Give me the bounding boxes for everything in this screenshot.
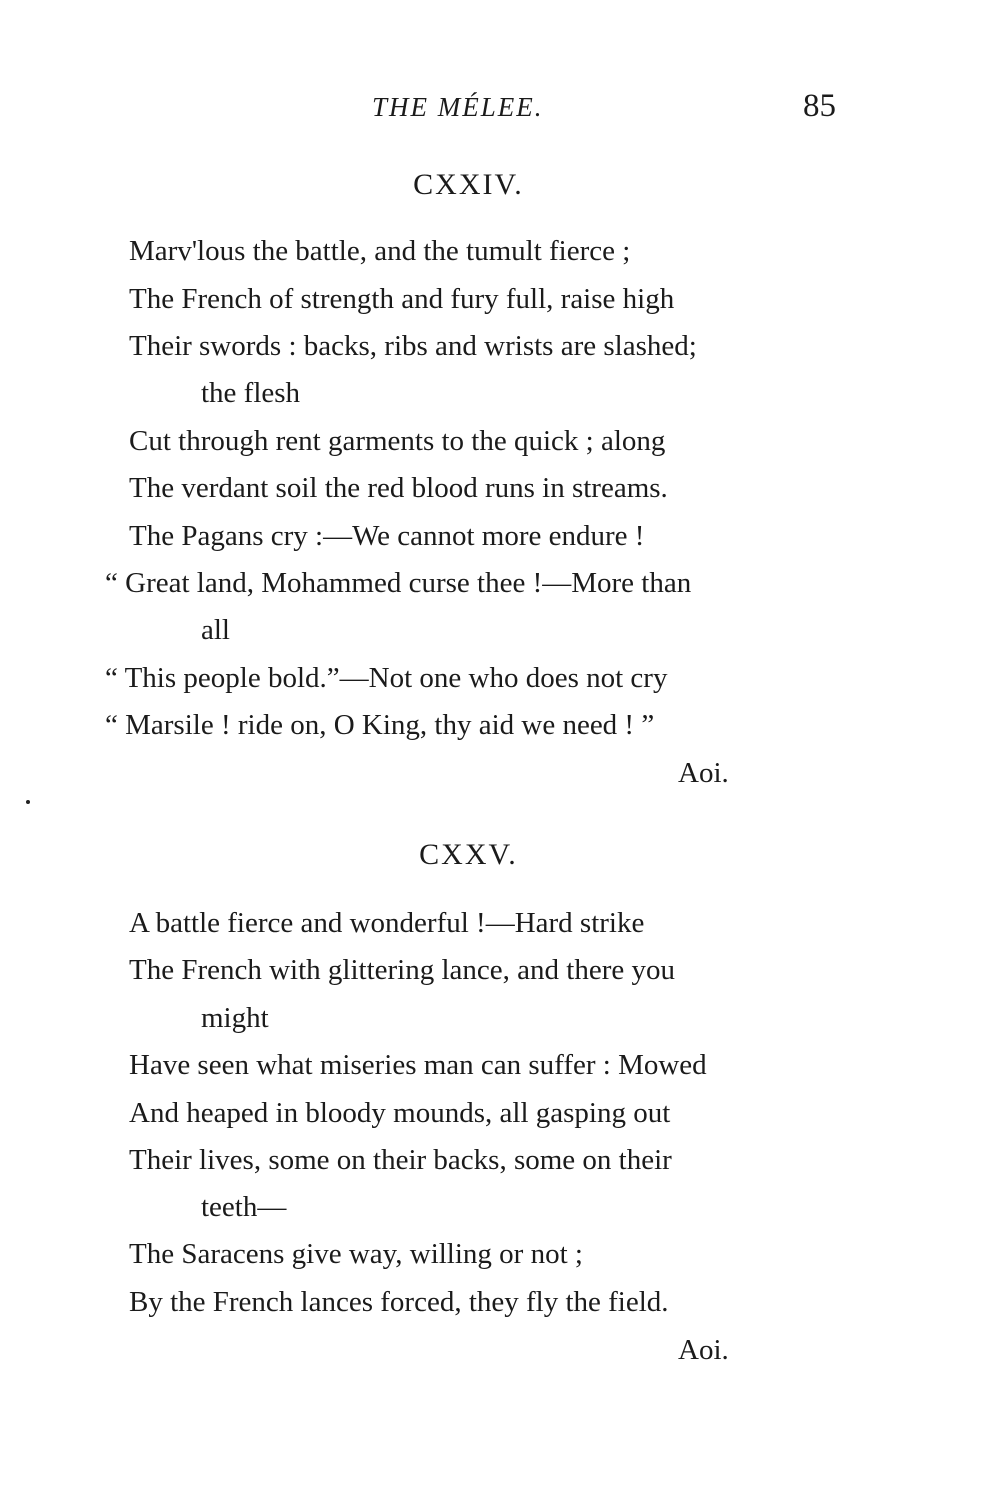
section-heading: CXXIV.	[413, 168, 524, 201]
verse-line-continuation: the flesh	[201, 377, 301, 409]
verse-line: The Saracens give way, willing or not ;	[129, 1238, 583, 1270]
print-speck	[26, 800, 30, 804]
verse-line: “ Great land, Mohammed curse thee !—More than	[105, 567, 692, 599]
verse-line: “ This people bold.”—Not one who does not cry	[105, 662, 668, 694]
verse-line: By the French lances forced, they fly the field.	[129, 1286, 669, 1318]
verse-line-continuation: might	[201, 1002, 269, 1034]
section-closing: Aoi.	[678, 1334, 729, 1366]
verse-line: A battle fierce and wonderful !—Hard strike	[129, 907, 645, 939]
section-heading: CXXV.	[419, 838, 518, 871]
verse-line: The verdant soil the red blood runs in streams.	[129, 472, 668, 504]
verse-line-continuation: all	[201, 614, 230, 646]
verse-line: And heaped in bloody mounds, all gasping out	[129, 1097, 671, 1129]
running-head	[0, 88, 1000, 128]
verse-line-continuation: teeth—	[201, 1191, 287, 1223]
verse-line: “ Marsile ! ride on, O King, thy aid we need ! ”	[105, 709, 655, 741]
verse-line: The Pagans cry :—We cannot more endure !	[129, 520, 645, 552]
verse-line: The French of strength and fury full, raise high	[129, 283, 675, 315]
verse-line: Their swords : backs, ribs and wrists are slashed;	[129, 330, 697, 362]
verse-line: Have seen what miseries man can suffer : Mowed	[129, 1049, 707, 1081]
page-number: 85	[803, 88, 836, 124]
verse-line: Their lives, some on their backs, some on their	[129, 1144, 672, 1176]
verse-line: Marv'lous the battle, and the tumult fierce ;	[129, 235, 631, 267]
section-closing: Aoi.	[678, 757, 729, 789]
verse-line: Cut through rent garments to the quick ; along	[129, 425, 666, 457]
verse-line: The French with glittering lance, and there you	[129, 954, 675, 986]
running-title: THE MÉLEE.	[372, 92, 544, 122]
